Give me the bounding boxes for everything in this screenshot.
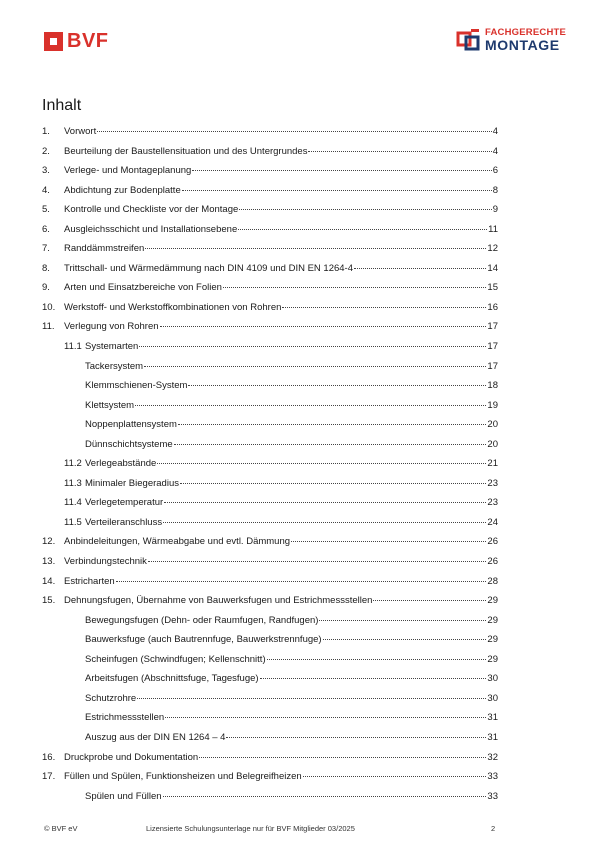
- toc-entry-page: 18: [487, 380, 498, 392]
- toc-entry[interactable]: [42, 474, 498, 494]
- toc-leader-dots: [164, 502, 486, 503]
- toc-entry-page: 23: [487, 477, 498, 489]
- toc-entry-title: Ausgleichsschicht und Installationsebene: [64, 223, 238, 235]
- toc-entry[interactable]: [42, 415, 498, 435]
- toc-entry-number: 11.2: [64, 458, 82, 470]
- toc-entry-number: 16.: [42, 751, 56, 763]
- fm-logo-line2: MONTAGE: [485, 37, 560, 54]
- toc-entry-title: Verbindungstechnik: [64, 556, 147, 568]
- toc-leader-dots: [291, 541, 486, 542]
- toc-entry-number: 13.: [42, 556, 56, 568]
- toc-entry-title: Verlegung von Rohren: [64, 321, 159, 333]
- toc-entry-page: 16: [487, 301, 498, 313]
- toc-entry-number: 11.4: [64, 497, 82, 509]
- toc-entry-page: 8: [492, 184, 498, 196]
- toc-leader-dots: [182, 190, 492, 191]
- toc-entry-title: Dehnungsfugen, Übernahme von Bauwerksfugen und Estrichmessstellen: [64, 595, 373, 607]
- toc-leader-dots: [260, 678, 487, 679]
- toc-entry-page: 20: [487, 438, 498, 450]
- toc-entry[interactable]: [42, 552, 498, 572]
- toc-entry-title: Beurteilung der Baustellensituation und des Untergrundes: [64, 145, 308, 157]
- toc-entry-title: Scheinfugen (Schwindfugen; Kellenschnitt): [85, 653, 266, 665]
- toc-entry-page: 11: [488, 223, 498, 235]
- toc-entry-page: 26: [487, 536, 498, 548]
- toc-entry-page: 17: [487, 321, 498, 333]
- toc-leader-dots: [148, 561, 487, 562]
- toc-leader-dots: [163, 796, 487, 797]
- toc-entry-page: 30: [487, 692, 498, 704]
- toc-leader-dots: [199, 757, 486, 758]
- toc-entry[interactable]: [42, 572, 498, 592]
- footer-license: Lizensierte Schulungsunterlage nur für BVF Mitglieder 03/2025: [146, 824, 355, 833]
- toc-entry[interactable]: [42, 298, 498, 318]
- toc-entry-page: 14: [487, 262, 498, 274]
- toc-leader-dots: [174, 444, 487, 445]
- toc-entry[interactable]: [42, 142, 498, 162]
- toc-leader-dots: [323, 639, 487, 640]
- footer-copyright: © BVF eV: [44, 824, 78, 833]
- toc-entry-title: Spülen und Füllen: [85, 790, 162, 802]
- toc-entry-page: 33: [487, 771, 498, 783]
- bvf-logo-mark-icon: [44, 32, 63, 51]
- toc-entry-number: 11.3: [64, 477, 82, 489]
- toc-entry[interactable]: [42, 532, 498, 552]
- toc-entry-page: 33: [487, 790, 498, 802]
- toc-entry-number: 15.: [42, 595, 56, 607]
- toc-entry-page: 30: [487, 673, 498, 685]
- toc-leader-dots: [160, 326, 487, 327]
- bvf-logo-text: BVF: [67, 30, 109, 52]
- toc-entry[interactable]: [42, 181, 498, 201]
- toc-entry[interactable]: [42, 611, 498, 631]
- toc-leader-dots: [139, 346, 486, 347]
- toc-entry[interactable]: [42, 376, 498, 396]
- toc-entry-title: Arbeitsfugen (Abschnittsfuge, Tagesfuge): [85, 673, 259, 685]
- toc-entry-page: 9: [492, 204, 498, 216]
- toc-entry-page: 31: [487, 731, 498, 743]
- toc-entry-number: 11.1: [64, 341, 82, 353]
- toc-entry-number: 2.: [42, 145, 50, 157]
- toc-entry[interactable]: [42, 200, 498, 220]
- toc-entry-title: Estrichmessstellen: [85, 712, 165, 724]
- toc-entry[interactable]: [42, 122, 498, 142]
- toc-entry-title: Noppenplattensystem: [85, 419, 177, 431]
- toc-leader-dots: [165, 717, 486, 718]
- toc-entry-page: 19: [487, 399, 498, 411]
- toc-entry-title: Tackersystem: [85, 360, 144, 372]
- toc-entry-title: Kontrolle und Checkliste vor der Montage: [64, 204, 239, 216]
- toc-leader-dots: [303, 776, 487, 777]
- toc-entry-page: 29: [487, 653, 498, 665]
- fachgerechte-montage-logo: [456, 27, 566, 53]
- toc-entry-page: 23: [487, 497, 498, 509]
- toc-entry[interactable]: [42, 278, 498, 298]
- toc-entry-title: Systemarten: [85, 341, 139, 353]
- toc-entry[interactable]: [42, 513, 498, 533]
- toc-entry-title: Vorwort: [64, 126, 97, 137]
- toc-entry-number: 17.: [42, 771, 56, 783]
- toc-entry[interactable]: [42, 161, 498, 181]
- footer-page-number: 2: [491, 824, 496, 833]
- toc-leader-dots: [145, 248, 486, 249]
- toc-leader-dots: [354, 268, 486, 269]
- toc-entry-title: Anbindeleitungen, Wärmeabgabe und evtl. Dämmung: [64, 536, 291, 548]
- toc-entry[interactable]: [42, 689, 498, 709]
- toc-entry[interactable]: [42, 357, 498, 377]
- toc-entry-number: 8.: [42, 262, 50, 274]
- toc-entry-number: 11.: [42, 321, 55, 333]
- toc-entry-title: Druckprobe und Dokumentation: [64, 751, 199, 763]
- table-of-contents: [42, 122, 498, 806]
- toc-entry-number: 3.: [42, 165, 50, 177]
- toc-entry-title: Abdichtung zur Bodenplatte: [64, 184, 181, 196]
- toc-entry[interactable]: [42, 317, 498, 337]
- toc-entry-title: Dünnschichtsysteme: [85, 438, 173, 450]
- toc-leader-dots: [116, 581, 487, 582]
- toc-entry-page: 12: [487, 243, 498, 255]
- toc-entry-number: 14.: [42, 575, 56, 587]
- toc-leader-dots: [192, 170, 491, 171]
- toc-leader-dots: [180, 483, 486, 484]
- toc-entry-title: Randdämmstreifen: [64, 243, 145, 255]
- toc-entry[interactable]: [42, 728, 498, 748]
- toc-entry-title: Estricharten: [64, 575, 115, 587]
- toc-entry-number: 7.: [42, 243, 50, 255]
- toc-entry-page: 31: [487, 712, 498, 724]
- toc-entry-page: 29: [487, 595, 498, 607]
- toc-leader-dots: [373, 600, 486, 601]
- toc-entry-page: 4: [492, 126, 498, 137]
- toc-leader-dots: [282, 307, 486, 308]
- toc-title: Inhalt: [42, 97, 82, 114]
- toc-entry-page: 32: [487, 751, 498, 763]
- toc-entry[interactable]: [42, 650, 498, 670]
- bvf-logo: [44, 31, 109, 51]
- toc-entry-page: 4: [492, 145, 498, 157]
- toc-entry-title: Verlege- und Montageplanung: [64, 165, 192, 177]
- toc-entry-number: 10.: [42, 301, 56, 313]
- toc-entry-title: Verteileranschluss: [85, 516, 163, 528]
- toc-leader-dots: [135, 405, 486, 406]
- toc-leader-dots: [267, 659, 487, 660]
- toc-entry-title: Füllen und Spülen, Funktionsheizen und Belegreifheizen: [64, 771, 302, 783]
- toc-entry-page: 26: [487, 556, 498, 568]
- toc-leader-dots: [178, 424, 487, 425]
- toc-entry[interactable]: [42, 454, 498, 474]
- toc-entry-number: 5.: [42, 204, 50, 216]
- toc-entry-title: Werkstoff- und Werkstoffkombinationen von Rohren: [64, 301, 282, 313]
- toc-entry-number: 12.: [42, 536, 56, 548]
- toc-entry[interactable]: [42, 767, 498, 787]
- toc-leader-dots: [308, 151, 491, 152]
- toc-entry-title: Klettsystem: [85, 399, 135, 411]
- toc-entry[interactable]: [42, 259, 498, 279]
- toc-entry-number: 9.: [42, 282, 50, 294]
- toc-entry[interactable]: [42, 669, 498, 689]
- toc-entry-page: 17: [487, 341, 498, 353]
- fachgerechte-montage-mark-icon: [456, 27, 482, 53]
- toc-leader-dots: [144, 366, 486, 367]
- fm-logo-line1: FACHGERECHTE: [485, 26, 567, 38]
- toc-entry-page: 20: [487, 419, 498, 431]
- toc-leader-dots: [319, 620, 486, 621]
- toc-entry-title: Klemmschienen-System: [85, 380, 188, 392]
- toc-entry-title: Minimaler Biegeradius: [85, 477, 179, 489]
- toc-entry[interactable]: [42, 435, 498, 455]
- toc-leader-dots: [97, 131, 491, 132]
- toc-entry[interactable]: [42, 239, 498, 259]
- toc-leader-dots: [157, 463, 486, 464]
- toc-entry-title: Bewegungsfugen (Dehn- oder Raumfugen, Randfugen): [85, 614, 319, 626]
- toc-entry-title: Arten und Einsatzbereiche von Folien: [64, 282, 222, 294]
- toc-entry-page: 29: [487, 614, 498, 626]
- toc-entry[interactable]: [42, 708, 498, 728]
- toc-entry-title: Verlegeabstände: [85, 458, 157, 470]
- toc-entry-page: 21: [487, 458, 498, 470]
- toc-entry-page: 6: [492, 165, 498, 177]
- toc-entry-page: 24: [487, 516, 498, 528]
- toc-leader-dots: [226, 737, 486, 738]
- toc-entry[interactable]: [42, 630, 498, 650]
- toc-entry-page: 28: [487, 575, 498, 587]
- toc-entry-number: 6.: [42, 223, 50, 235]
- toc-entry[interactable]: [42, 337, 498, 357]
- toc-leader-dots: [239, 209, 491, 210]
- toc-entry[interactable]: [42, 591, 498, 611]
- toc-entry[interactable]: [42, 493, 498, 513]
- toc-entry-number: 4.: [42, 184, 50, 196]
- toc-leader-dots: [137, 698, 486, 699]
- toc-entry-page: 17: [487, 360, 498, 372]
- toc-entry-page: 15: [487, 282, 498, 294]
- toc-entry[interactable]: [42, 396, 498, 416]
- toc-entry[interactable]: [42, 220, 498, 240]
- toc-leader-dots: [223, 287, 487, 288]
- toc-leader-dots: [188, 385, 486, 386]
- toc-leader-dots: [238, 229, 487, 230]
- toc-entry-title: Verlegetemperatur: [85, 497, 164, 509]
- toc-entry-title: Trittschall- und Wärmedämmung nach DIN 4109 und DIN EN 1264-4: [64, 262, 353, 274]
- toc-entry-number: 1.: [42, 126, 50, 137]
- toc-entry[interactable]: [42, 748, 498, 768]
- toc-entry[interactable]: [42, 787, 498, 807]
- toc-entry-page: 29: [487, 634, 498, 646]
- toc-entry-title: Schutzrohre: [85, 692, 137, 704]
- toc-entry-title: Auszug aus der DIN EN 1264 – 4: [85, 731, 226, 743]
- toc-entry-title: Bauwerksfuge (auch Bautrennfuge, Bauwerkstrennfuge): [85, 634, 322, 646]
- toc-entry-number: 11.5: [64, 516, 82, 528]
- toc-leader-dots: [163, 522, 486, 523]
